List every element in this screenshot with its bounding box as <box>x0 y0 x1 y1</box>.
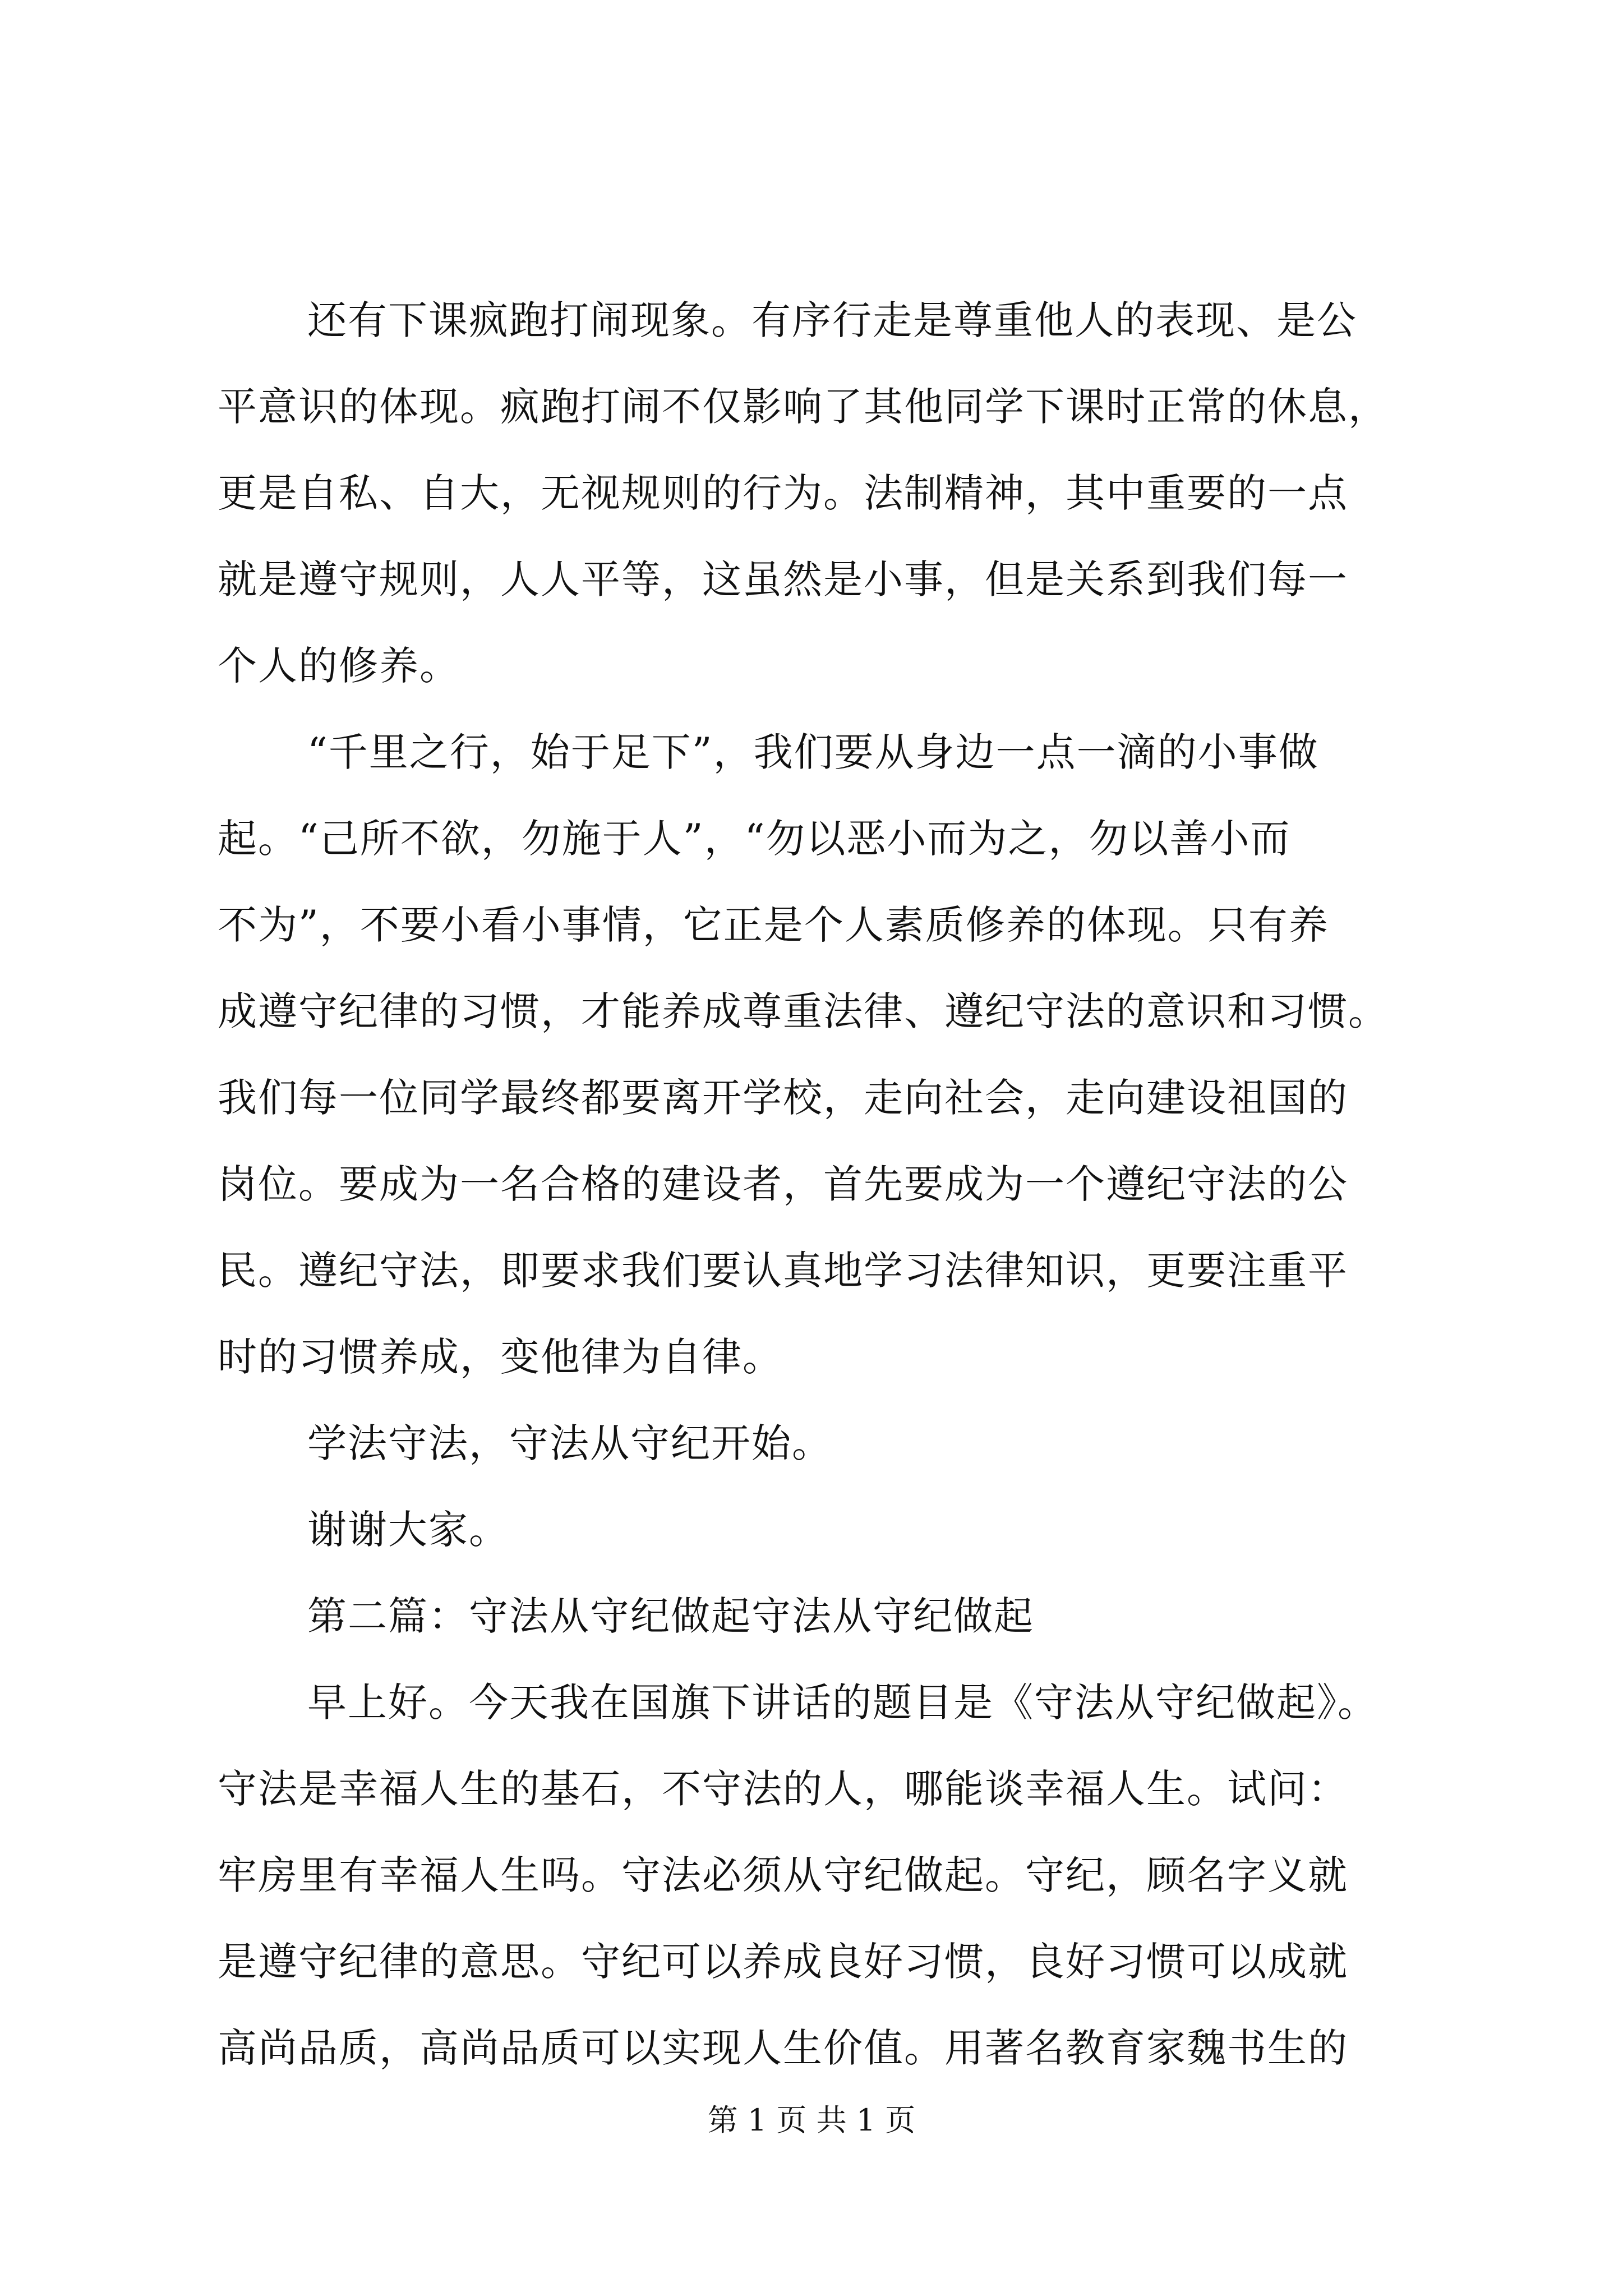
text-line: “千里之行，始于足下”，我们要从身边一点一滴的小事做 <box>307 729 1319 775</box>
text-line: 谢谢大家。 <box>307 1507 509 1553</box>
section-heading: 第二篇：守法从守纪做起守法从守纪做起 <box>307 1593 1034 1639</box>
text-line: 平意识的体现。疯跑打闹不仅影响了其他同学下课时正常的休息， <box>218 384 1389 430</box>
text-line: 守法是幸福人生的基石，不守法的人，哪能谈幸福人生。试问： <box>218 1766 1348 1812</box>
body-text <box>218 277 1440 2091</box>
text-line: 还有下课疯跑打闹现象。有序行走是尊重他人的表现、是公 <box>307 297 1357 343</box>
text-line: 时的习惯养成，变他律为自律。 <box>218 1334 783 1380</box>
text-line: 更是自私、自大，无视规则的行为。法制精神，其中重要的一点 <box>218 470 1348 516</box>
text-line: 我们每一位同学最终都要离开学校，走向社会，走向建设祖国的 <box>218 1075 1348 1121</box>
text-line: 成遵守纪律的习惯，才能养成尊重法律、遵纪守法的意识和习惯。 <box>218 988 1389 1034</box>
text-line: 不为”，不要小看小事情，它正是个人素质修养的体现。只有养 <box>218 902 1329 948</box>
text-line: 牢房里有幸福人生吗。守法必须从守纪做起。守纪，顾名字义就 <box>218 1852 1348 1898</box>
text-line: 早上好。今天我在国旗下讲话的题目是《守法从守纪做起》。 <box>307 1680 1378 1726</box>
text-line: 就是遵守规则，人人平等，这虽然是小事，但是关系到我们每一 <box>218 556 1348 602</box>
text-line: 民。遵纪守法，即要求我们要认真地学习法律知识，更要注重平 <box>218 1248 1348 1294</box>
text-line: 高尚品质，高尚品质可以实现人生价值。用著名教育家魏书生的 <box>218 2025 1348 2071</box>
text-line: 是遵守纪律的意思。守纪可以养成良好习惯，良好习惯可以成就 <box>218 1939 1348 1985</box>
text-line: 个人的修养。 <box>218 643 460 689</box>
text-line: 岗位。要成为一名合格的建设者，首先要成为一个遵纪守法的公 <box>218 1161 1348 1207</box>
text-line: 学法守法，守法从守纪开始。 <box>307 1420 832 1466</box>
text-line: 起。“己所不欲，勿施于人”，“勿以恶小而为之，勿以善小而 <box>218 816 1291 862</box>
page-number-footer: 第 1 页 共 1 页 <box>707 2102 916 2138</box>
